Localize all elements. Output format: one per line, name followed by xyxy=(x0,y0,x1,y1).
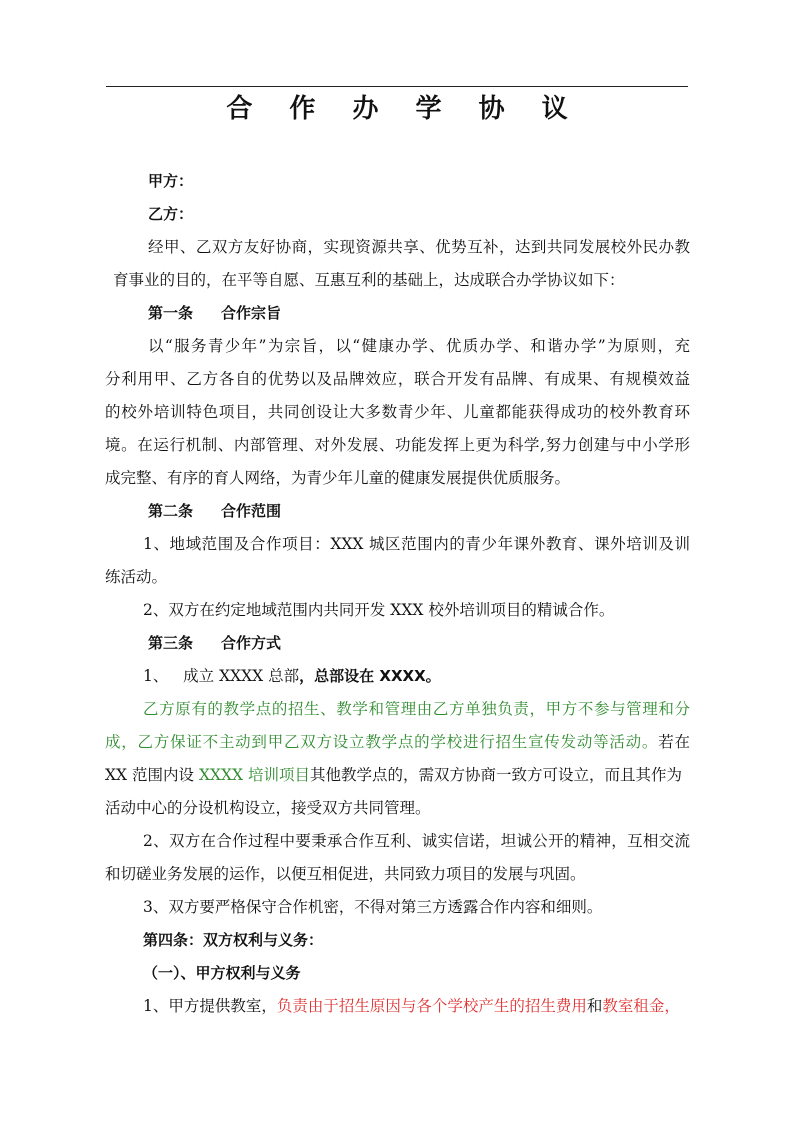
article-3-item-1-number: 1、 xyxy=(143,667,169,685)
article-2-heading xyxy=(105,495,690,528)
article-4-subheading-1: （一）、甲方权利与义务 xyxy=(143,964,301,982)
article-2-number: 第二条 xyxy=(148,502,194,520)
article-3-heading xyxy=(105,627,690,660)
party-a-label: 甲方： xyxy=(148,172,194,190)
article-2-item-1-line-2: 练活动。 xyxy=(105,568,168,586)
article-2-name: 合作范围 xyxy=(221,502,282,520)
intro-line-2: 育事业的目的，在平等自愿、互惠互利的基础上，达成联合办学协议如下： xyxy=(113,271,625,289)
article-3-item-2-line-1: 2、双方在合作过程中要秉承合作互利、诚实信诺，坦诚公开的精神，互相交流 xyxy=(143,832,690,850)
article-2-item-1-line-1: 1、地域范围及合作项目：XXX 城区范围内的青少年课外教育、课外培训及训 xyxy=(143,535,690,553)
article-3-line-3-a: XX 范围内设 xyxy=(105,766,199,784)
article-4-item-1 xyxy=(105,990,690,1023)
article-1-heading xyxy=(105,297,690,330)
document-body xyxy=(105,165,690,1023)
header-rule xyxy=(106,86,688,87)
article-3-line-2 xyxy=(105,726,690,759)
article-3-number: 第三条 xyxy=(148,634,194,652)
article-3-item-1-text-a: 成立 XXXX 总部 xyxy=(183,667,300,685)
article-4-heading: 第四条：双方权利与义务： xyxy=(143,931,324,949)
article-3-line-4: 活动中心的分设机构设立，接受双方共同管理。 xyxy=(105,799,431,817)
article-3-item-1-text-b: ，总部设在 XXXX。 xyxy=(299,667,441,685)
article-2-item-2: 2、双方在约定地域范围内共同开发 XXX 校外培训项目的精诚合作。 xyxy=(143,601,615,619)
article-4-item-1-red-2: 教室租金， xyxy=(602,997,680,1015)
article-1-line-1: 以“服务青少年”为宗旨，以“健康办学、优质办学、和谐办学”为原则，充 xyxy=(148,337,690,355)
article-3-item-1 xyxy=(105,660,690,693)
article-3-name: 合作方式 xyxy=(221,634,282,652)
article-4-item-1-a: 1、甲方提供教室， xyxy=(143,997,277,1015)
article-4-item-1-red: 负责由于招生原因与各个学校产生的招生费用 xyxy=(276,997,587,1015)
document-title: 合 作 办 学 协 议 xyxy=(226,94,582,124)
article-3-line-3-green: XXXX 培训项目 xyxy=(198,766,311,784)
article-1-number: 第一条 xyxy=(148,304,194,322)
party-b-label: 乙方： xyxy=(148,205,194,223)
article-1-line-3: 的校外培训特色项目，共同创设让大多数青少年、儿童都能获得成功的校外教育环 xyxy=(105,403,690,421)
article-3-item-2-line-2: 和切磋业务发展的运作，以便互相促进，共同致力项目的发展与巩固。 xyxy=(105,865,586,883)
article-1-line-4: 境。在运行机制、内部管理、对外发展、功能发挥上更为科学,努力创建与中小学形 xyxy=(105,436,690,454)
article-1-name: 合作宗旨 xyxy=(221,304,282,322)
article-3-item-3: 3、双方要严格保守合作机密，不得对第三方透露合作内容和细则。 xyxy=(143,898,603,916)
article-4-item-1-b: 和 xyxy=(586,997,603,1015)
article-3-line-3-b: 其他教学点的，需双方协商一致方可设立，而且其作为 xyxy=(310,766,683,784)
article-3-line-3 xyxy=(105,759,690,792)
intro-line-1: 经甲、乙双方友好协商，实现资源共享、优势互补，达到共同发展校外民办教 xyxy=(148,238,690,256)
article-1-line-5: 成完整、有序的育人网络，为青少年儿童的健康发展提供优质服务。 xyxy=(105,469,571,487)
article-3-green-line-1: 乙方原有的教学点的招生、教学和管理由乙方单独负责，甲方不参与管理和分 xyxy=(143,700,690,718)
article-1-line-2: 分利用甲、乙方各自的优势以及品牌效应，联合开发有品牌、有成果、有规模效益 xyxy=(105,370,690,388)
article-3-green-line-2: 成，乙方保证不主动到甲乙双方设立教学点的学校进行招生宣传发动等活动。 xyxy=(105,733,659,751)
article-3-line-2-tail: 若在 xyxy=(658,733,690,751)
